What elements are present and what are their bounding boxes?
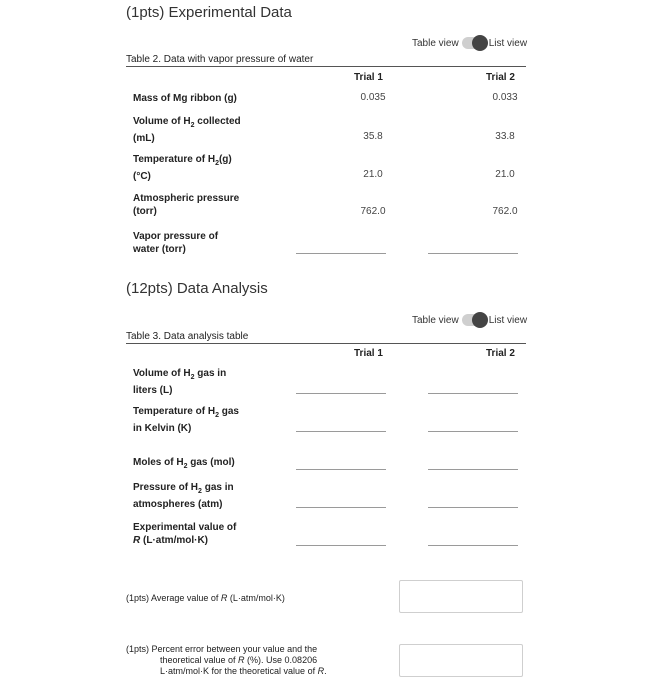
table3-input-trial2[interactable]	[428, 393, 518, 394]
section-title-data-analysis: (12pts) Data Analysis	[126, 280, 268, 297]
table3-row-label: Temperature of $H_2$ gas in Kelvin (K)	[133, 406, 239, 434]
table3-caption: Table 3. Data analysis table	[126, 331, 249, 342]
table-view-label[interactable]: Table view	[412, 37, 459, 49]
table3-input-trial1[interactable]	[296, 507, 386, 508]
table3-col-trial1: Trial 1	[354, 348, 383, 359]
table2-row-label: Atmospheric pressure (torr)	[133, 193, 240, 217]
table2-header-rule	[126, 66, 526, 67]
table2-cell-trial2: 21.0	[495, 169, 515, 180]
table3-input-trial1[interactable]	[296, 431, 386, 432]
table2-cell-trial1: 762.0	[360, 206, 386, 217]
table3-row-label: Volume of $H_2$ gas in liters (L)	[133, 368, 227, 396]
average-r-input[interactable]	[399, 580, 523, 613]
table2-row-label: Volume of $H_2$ collected (mL)	[133, 116, 241, 144]
table3-input-trial1[interactable]	[296, 469, 386, 470]
table3-header-rule	[126, 343, 526, 344]
percent-error-input[interactable]	[399, 644, 523, 677]
view-switch[interactable]	[462, 314, 486, 326]
view-toggle-section1[interactable]	[412, 37, 527, 49]
table2-cell-trial1: 0.035	[360, 92, 386, 103]
table3-row-label: Moles of $H_2$ gas (mol)	[133, 457, 235, 470]
table3-input-trial1[interactable]	[296, 393, 386, 394]
table2-row-label: Mass of Mg ribbon (g)	[133, 93, 237, 104]
table3-input-trial2[interactable]	[428, 469, 518, 470]
table3-row-label: Pressure of $H_2$ gas in atmospheres (atm)	[133, 482, 234, 510]
percent-error-question: (1pts) Percent error between your value and the theoretical value of R (%). Use 0.08206 L·atm/mol·K for the theoretical value of R.	[126, 644, 327, 676]
table2-row-label: Vapor pressure of water (torr)	[133, 231, 219, 255]
table2-input-trial1[interactable]	[296, 253, 386, 254]
table2-cell-trial1: 35.8	[363, 131, 383, 142]
table2-cell-trial2: 0.033	[492, 92, 518, 103]
table3-input-trial2[interactable]	[428, 507, 518, 508]
table2-input-trial2[interactable]	[428, 253, 518, 254]
table3-input-trial1[interactable]	[296, 545, 386, 546]
view-switch[interactable]	[462, 37, 486, 49]
table3-col-trial2: Trial 2	[486, 348, 515, 359]
table-view-label[interactable]: Table view	[412, 314, 459, 326]
table2-col-trial2: Trial 2	[486, 72, 515, 83]
switch-knob-icon	[472, 312, 488, 328]
switch-knob-icon	[472, 35, 488, 51]
table3-input-trial2[interactable]	[428, 431, 518, 432]
table2-row-label: Temperature of $H_2(g)$ (°C)	[133, 154, 232, 182]
list-view-label[interactable]: List view	[488, 314, 528, 326]
table2-caption: Table 2. Data with vapor pressure of water	[126, 54, 314, 65]
average-r-question: (1pts) Average value of R (L·atm/mol·K)	[126, 593, 285, 603]
table2-col-trial1: Trial 1	[354, 72, 383, 83]
table2-cell-trial2: 762.0	[492, 206, 518, 217]
table3-row-label: Experimental value of R (L·atm/mol·K)	[133, 522, 237, 546]
table2-cell-trial2: 33.8	[495, 131, 515, 142]
view-toggle-section2[interactable]	[412, 314, 527, 326]
list-view-label[interactable]: List view	[488, 37, 528, 49]
table2-cell-trial1: 21.0	[363, 169, 383, 180]
section-title-experimental-data: (1pts) Experimental Data	[126, 4, 292, 21]
table3-input-trial2[interactable]	[428, 545, 518, 546]
